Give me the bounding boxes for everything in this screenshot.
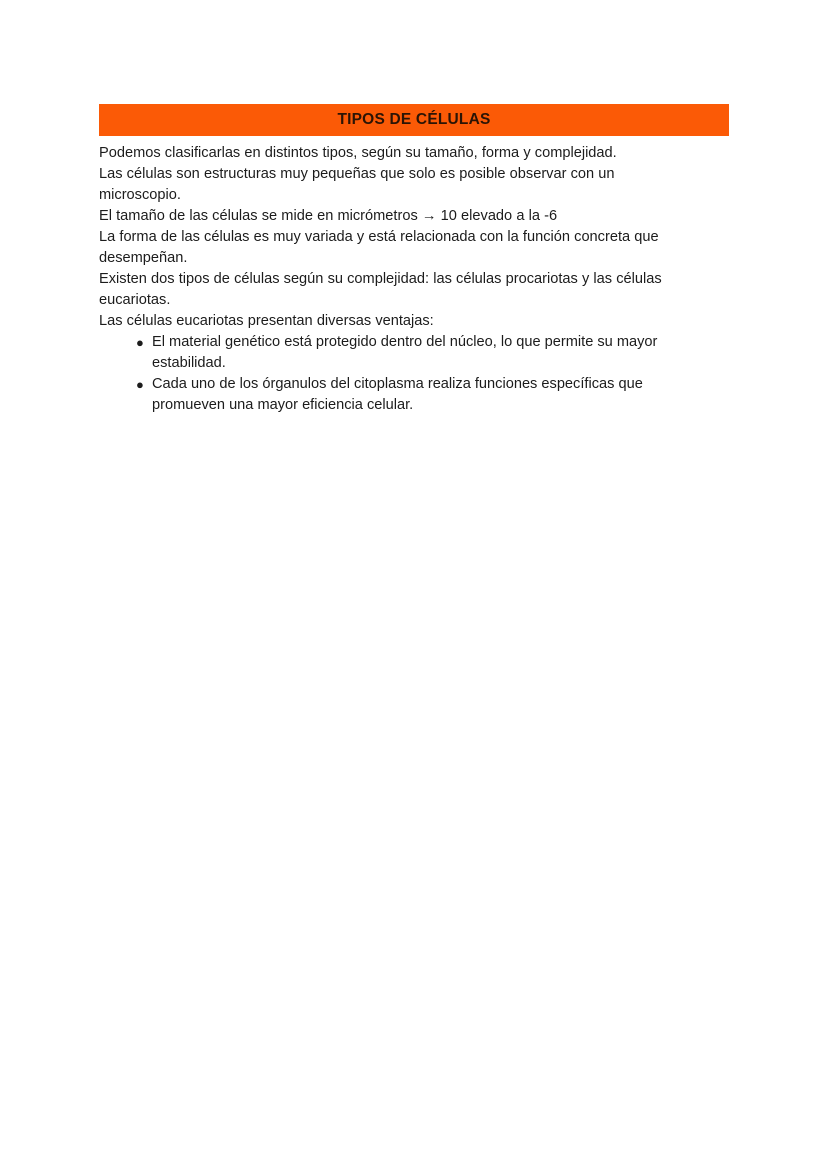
paragraph-1: Podemos clasificarlas en distintos tipos, según su tamaño, forma y complejidad.: [99, 145, 617, 161]
page-title: TIPOS DE CÉLULAS: [337, 111, 491, 128]
paragraph-4: La forma de las células es muy variada y está relacionada con la función concreta que desempeñan.: [99, 229, 659, 266]
bullet-dot-icon: ●: [136, 377, 144, 392]
advantages-list: [99, 332, 659, 416]
list-item-label: Cada uno de los órganulos del citoplasma realiza funciones específicas que promueven una mayor eficiencia celular.: [152, 376, 643, 413]
paragraph-5: Existen dos tipos de células según su complejidad: las células procariotas y las células eucariotas.: [99, 271, 662, 308]
list-item: [99, 332, 659, 374]
paragraph-2: Las células son estructuras muy pequeñas que solo es posible observar con un microscopio.: [99, 166, 615, 203]
body-text-block: [99, 143, 699, 416]
paragraph-6: Las células eucariotas presentan diversas ventajas:: [99, 313, 434, 329]
list-item-label: El material genético está protegido dentro del núcleo, lo que permite su mayor estabilidad.: [152, 334, 658, 371]
bullet-dot-icon: ●: [136, 335, 144, 350]
section-title-banner: [99, 104, 729, 136]
document-content: [99, 104, 730, 416]
list-item: [99, 374, 659, 416]
paragraph-3: El tamaño de las células se mide en micrómetros → 10 elevado a la -6: [99, 208, 558, 224]
